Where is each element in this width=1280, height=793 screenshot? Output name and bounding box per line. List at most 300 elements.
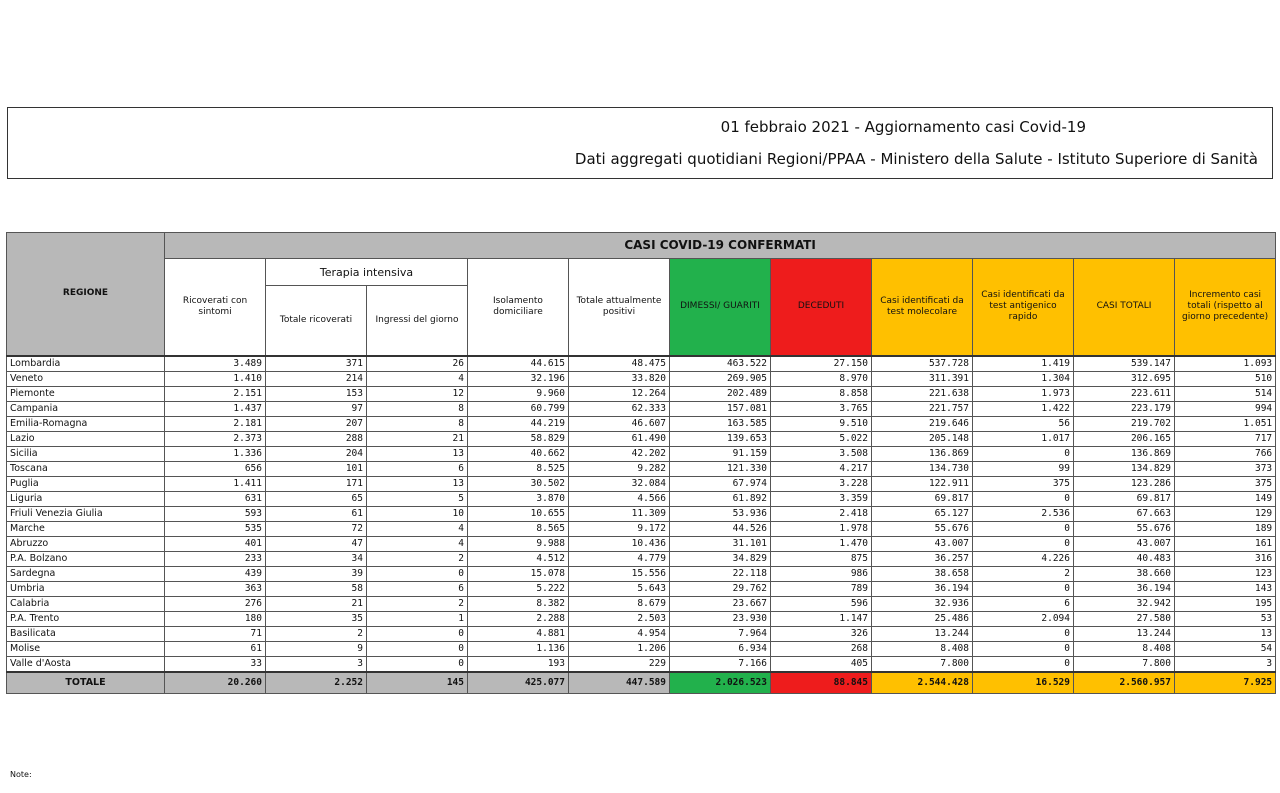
value-cell: 61 <box>266 506 367 521</box>
value-cell: 7.964 <box>670 626 771 641</box>
value-cell: 10 <box>367 506 468 521</box>
value-cell: 0 <box>973 581 1074 596</box>
col-deceduti: DECEDUTI <box>771 259 872 356</box>
value-cell: 214 <box>266 371 367 386</box>
region-name-cell: Puglia <box>7 476 165 491</box>
col-ricoverati: Ricoverati con sintomi <box>165 259 266 356</box>
table-row <box>7 521 1276 536</box>
value-cell: 373 <box>1175 461 1276 476</box>
value-cell: 32.084 <box>569 476 670 491</box>
value-cell: 6.934 <box>670 641 771 656</box>
col-antigenico: Casi identificati da test antigenico rapido <box>973 259 1074 356</box>
value-cell: 8.679 <box>569 596 670 611</box>
value-cell: 0 <box>973 491 1074 506</box>
value-cell: 60.799 <box>468 401 569 416</box>
value-cell: 32.196 <box>468 371 569 386</box>
value-cell: 202.489 <box>670 386 771 401</box>
table-row <box>7 581 1276 596</box>
total-value-cell: 2.252 <box>266 672 367 694</box>
value-cell: 371 <box>266 356 367 372</box>
value-cell: 535 <box>165 521 266 536</box>
value-cell: 10.655 <box>468 506 569 521</box>
value-cell: 8 <box>367 416 468 431</box>
value-cell: 9.172 <box>569 521 670 536</box>
value-cell: 36.194 <box>1074 581 1175 596</box>
value-cell: 3.508 <box>771 446 872 461</box>
value-cell: 157.081 <box>670 401 771 416</box>
value-cell: 2.418 <box>771 506 872 521</box>
value-cell: 0 <box>973 656 1074 672</box>
value-cell: 195 <box>1175 596 1276 611</box>
value-cell: 33 <box>165 656 266 672</box>
value-cell: 8.408 <box>872 641 973 656</box>
value-cell: 1.411 <box>165 476 266 491</box>
value-cell: 1.422 <box>973 401 1074 416</box>
value-cell: 1.017 <box>973 431 1074 446</box>
table-row <box>7 491 1276 506</box>
table-row <box>7 626 1276 641</box>
value-cell: 375 <box>973 476 1074 491</box>
value-cell: 4.566 <box>569 491 670 506</box>
value-cell: 29.762 <box>670 581 771 596</box>
value-cell: 0 <box>973 521 1074 536</box>
total-row <box>7 672 1276 694</box>
value-cell: 311.391 <box>872 371 973 386</box>
region-name-cell: Emilia-Romagna <box>7 416 165 431</box>
value-cell: 2.094 <box>973 611 1074 626</box>
value-cell: 122.911 <box>872 476 973 491</box>
table-row <box>7 566 1276 581</box>
value-cell: 656 <box>165 461 266 476</box>
report-subtitle: Dati aggregati quotidiani Regioni/PPAA - Ministero della Salute - Istituto Superiore di Sanità <box>574 150 1258 168</box>
value-cell: 12.264 <box>569 386 670 401</box>
value-cell: 44.219 <box>468 416 569 431</box>
value-cell: 223.179 <box>1074 401 1175 416</box>
value-cell: 3.870 <box>468 491 569 506</box>
table-row <box>7 416 1276 431</box>
value-cell: 8 <box>367 401 468 416</box>
group-terapia-intensiva: Terapia intensiva <box>266 259 468 286</box>
value-cell: 9.988 <box>468 536 569 551</box>
value-cell: 2.373 <box>165 431 266 446</box>
value-cell: 9.960 <box>468 386 569 401</box>
region-name-cell: Umbria <box>7 581 165 596</box>
value-cell: 9.282 <box>569 461 670 476</box>
value-cell: 40.483 <box>1074 551 1175 566</box>
value-cell: 0 <box>973 536 1074 551</box>
value-cell: 13 <box>367 476 468 491</box>
value-cell: 35 <box>266 611 367 626</box>
value-cell: 36.257 <box>872 551 973 566</box>
table-row <box>7 431 1276 446</box>
value-cell: 0 <box>367 641 468 656</box>
value-cell: 276 <box>165 596 266 611</box>
value-cell: 8.858 <box>771 386 872 401</box>
table-row <box>7 656 1276 672</box>
total-value-cell: 88.845 <box>771 672 872 694</box>
value-cell: 233 <box>165 551 266 566</box>
value-cell: 23.667 <box>670 596 771 611</box>
value-cell: 3.228 <box>771 476 872 491</box>
value-cell: 38.660 <box>1074 566 1175 581</box>
value-cell: 12 <box>367 386 468 401</box>
value-cell: 56 <box>973 416 1074 431</box>
value-cell: 149 <box>1175 491 1276 506</box>
value-cell: 223.611 <box>1074 386 1175 401</box>
col-dimessi: DIMESSI/ GUARITI <box>670 259 771 356</box>
value-cell: 1.093 <box>1175 356 1276 372</box>
covid-table-container <box>6 232 1276 694</box>
value-cell: 3 <box>266 656 367 672</box>
value-cell: 34.829 <box>670 551 771 566</box>
value-cell: 401 <box>165 536 266 551</box>
region-name-cell: Friuli Venezia Giulia <box>7 506 165 521</box>
value-cell: 55.676 <box>872 521 973 536</box>
value-cell: 1.206 <box>569 641 670 656</box>
value-cell: 2 <box>266 626 367 641</box>
value-cell: 2 <box>367 596 468 611</box>
value-cell: 2.536 <box>973 506 1074 521</box>
value-cell: 61 <box>165 641 266 656</box>
value-cell: 25.486 <box>872 611 973 626</box>
value-cell: 766 <box>1175 446 1276 461</box>
value-cell: 44.615 <box>468 356 569 372</box>
value-cell: 123.286 <box>1074 476 1175 491</box>
value-cell: 4.779 <box>569 551 670 566</box>
value-cell: 206.165 <box>1074 431 1175 446</box>
value-cell: 0 <box>367 566 468 581</box>
value-cell: 32.936 <box>872 596 973 611</box>
value-cell: 27.150 <box>771 356 872 372</box>
value-cell: 33.820 <box>569 371 670 386</box>
region-name-cell: Campania <box>7 401 165 416</box>
value-cell: 13 <box>367 446 468 461</box>
table-row <box>7 401 1276 416</box>
value-cell: 47 <box>266 536 367 551</box>
value-cell: 4.881 <box>468 626 569 641</box>
value-cell: 312.695 <box>1074 371 1175 386</box>
value-cell: 10.436 <box>569 536 670 551</box>
total-label-cell: TOTALE <box>7 672 165 694</box>
col-incremento: Incremento casi totali (rispetto al giorno precedente) <box>1175 259 1276 356</box>
value-cell: 36.194 <box>872 581 973 596</box>
value-cell: 39 <box>266 566 367 581</box>
value-cell: 326 <box>771 626 872 641</box>
total-value-cell: 447.589 <box>569 672 670 694</box>
value-cell: 53.936 <box>670 506 771 521</box>
total-value-cell: 145 <box>367 672 468 694</box>
super-header: CASI COVID-19 CONFERMATI <box>165 233 1276 259</box>
table-row <box>7 536 1276 551</box>
value-cell: 2.181 <box>165 416 266 431</box>
value-cell: 13.244 <box>872 626 973 641</box>
value-cell: 65.127 <box>872 506 973 521</box>
value-cell: 163.585 <box>670 416 771 431</box>
table-row <box>7 506 1276 521</box>
value-cell: 0 <box>367 626 468 641</box>
table-row <box>7 476 1276 491</box>
value-cell: 193 <box>468 656 569 672</box>
value-cell: 3 <box>1175 656 1276 672</box>
value-cell: 4.512 <box>468 551 569 566</box>
value-cell: 1.973 <box>973 386 1074 401</box>
value-cell: 11.309 <box>569 506 670 521</box>
value-cell: 8.970 <box>771 371 872 386</box>
value-cell: 1 <box>367 611 468 626</box>
value-cell: 8.565 <box>468 521 569 536</box>
value-cell: 97 <box>266 401 367 416</box>
covid-cases-table <box>6 232 1276 694</box>
total-value-cell: 2.560.957 <box>1074 672 1175 694</box>
value-cell: 994 <box>1175 401 1276 416</box>
value-cell: 510 <box>1175 371 1276 386</box>
value-cell: 4.954 <box>569 626 670 641</box>
value-cell: 72 <box>266 521 367 536</box>
report-header <box>7 107 1273 179</box>
value-cell: 207 <box>266 416 367 431</box>
region-name-cell: Marche <box>7 521 165 536</box>
value-cell: 1.978 <box>771 521 872 536</box>
value-cell: 13.244 <box>1074 626 1175 641</box>
value-cell: 62.333 <box>569 401 670 416</box>
value-cell: 2 <box>367 551 468 566</box>
table-row <box>7 371 1276 386</box>
value-cell: 123 <box>1175 566 1276 581</box>
region-name-cell: Abruzzo <box>7 536 165 551</box>
col-isolamento: Isolamento domiciliare <box>468 259 569 356</box>
value-cell: 1.147 <box>771 611 872 626</box>
value-cell: 3.489 <box>165 356 266 372</box>
value-cell: 405 <box>771 656 872 672</box>
value-cell: 43.007 <box>1074 536 1175 551</box>
value-cell: 205.148 <box>872 431 973 446</box>
value-cell: 4.217 <box>771 461 872 476</box>
value-cell: 143 <box>1175 581 1276 596</box>
value-cell: 316 <box>1175 551 1276 566</box>
value-cell: 58.829 <box>468 431 569 446</box>
value-cell: 229 <box>569 656 670 672</box>
value-cell: 32.942 <box>1074 596 1175 611</box>
value-cell: 439 <box>165 566 266 581</box>
value-cell: 139.653 <box>670 431 771 446</box>
value-cell: 537.728 <box>872 356 973 372</box>
table-row <box>7 596 1276 611</box>
value-cell: 6 <box>367 461 468 476</box>
value-cell: 717 <box>1175 431 1276 446</box>
value-cell: 44.526 <box>670 521 771 536</box>
region-name-cell: P.A. Bolzano <box>7 551 165 566</box>
value-cell: 40.662 <box>468 446 569 461</box>
value-cell: 5.222 <box>468 581 569 596</box>
value-cell: 986 <box>771 566 872 581</box>
value-cell: 5.643 <box>569 581 670 596</box>
value-cell: 58 <box>266 581 367 596</box>
total-value-cell: 425.077 <box>468 672 569 694</box>
value-cell: 4 <box>367 371 468 386</box>
value-cell: 0 <box>973 626 1074 641</box>
value-cell: 789 <box>771 581 872 596</box>
value-cell: 2 <box>973 566 1074 581</box>
region-name-cell: Calabria <box>7 596 165 611</box>
region-name-cell: Molise <box>7 641 165 656</box>
table-row <box>7 446 1276 461</box>
value-cell: 54 <box>1175 641 1276 656</box>
value-cell: 5 <box>367 491 468 506</box>
note-label: Note: <box>10 770 32 779</box>
value-cell: 204 <box>266 446 367 461</box>
value-cell: 69.817 <box>1074 491 1175 506</box>
value-cell: 99 <box>973 461 1074 476</box>
value-cell: 161 <box>1175 536 1276 551</box>
value-cell: 61.892 <box>670 491 771 506</box>
value-cell: 48.475 <box>569 356 670 372</box>
value-cell: 8.382 <box>468 596 569 611</box>
value-cell: 1.470 <box>771 536 872 551</box>
value-cell: 1.051 <box>1175 416 1276 431</box>
value-cell: 134.829 <box>1074 461 1175 476</box>
table-row <box>7 551 1276 566</box>
value-cell: 121.330 <box>670 461 771 476</box>
value-cell: 0 <box>973 641 1074 656</box>
value-cell: 463.522 <box>670 356 771 372</box>
value-cell: 67.974 <box>670 476 771 491</box>
region-name-cell: Sicilia <box>7 446 165 461</box>
value-cell: 21 <box>266 596 367 611</box>
value-cell: 1.410 <box>165 371 266 386</box>
total-value-cell: 20.260 <box>165 672 266 694</box>
value-cell: 7.166 <box>670 656 771 672</box>
value-cell: 221.638 <box>872 386 973 401</box>
value-cell: 67.663 <box>1074 506 1175 521</box>
value-cell: 268 <box>771 641 872 656</box>
value-cell: 9.510 <box>771 416 872 431</box>
value-cell: 134.730 <box>872 461 973 476</box>
region-name-cell: Piemonte <box>7 386 165 401</box>
value-cell: 4 <box>367 521 468 536</box>
value-cell: 61.490 <box>569 431 670 446</box>
value-cell: 1.419 <box>973 356 1074 372</box>
region-name-cell: Lombardia <box>7 356 165 372</box>
table-row <box>7 461 1276 476</box>
value-cell: 269.905 <box>670 371 771 386</box>
value-cell: 53 <box>1175 611 1276 626</box>
table-row <box>7 641 1276 656</box>
col-casi-totali: CASI TOTALI <box>1074 259 1175 356</box>
value-cell: 363 <box>165 581 266 596</box>
value-cell: 55.676 <box>1074 521 1175 536</box>
value-cell: 539.147 <box>1074 356 1175 372</box>
value-cell: 42.202 <box>569 446 670 461</box>
region-name-cell: Lazio <box>7 431 165 446</box>
value-cell: 593 <box>165 506 266 521</box>
value-cell: 875 <box>771 551 872 566</box>
value-cell: 2.503 <box>569 611 670 626</box>
report-title: 01 febbraio 2021 - Aggiornamento casi Covid-19 <box>720 118 1086 136</box>
total-value-cell: 2.544.428 <box>872 672 973 694</box>
value-cell: 219.646 <box>872 416 973 431</box>
value-cell: 101 <box>266 461 367 476</box>
value-cell: 9 <box>266 641 367 656</box>
value-cell: 6 <box>367 581 468 596</box>
region-header: REGIONE <box>7 233 165 356</box>
value-cell: 5.022 <box>771 431 872 446</box>
value-cell: 1.336 <box>165 446 266 461</box>
value-cell: 8.525 <box>468 461 569 476</box>
value-cell: 0 <box>367 656 468 672</box>
total-value-cell: 7.925 <box>1175 672 1276 694</box>
value-cell: 2.151 <box>165 386 266 401</box>
table-row <box>7 386 1276 401</box>
total-value-cell: 2.026.523 <box>670 672 771 694</box>
total-value-cell: 16.529 <box>973 672 1074 694</box>
value-cell: 171 <box>266 476 367 491</box>
region-name-cell: Valle d'Aosta <box>7 656 165 672</box>
value-cell: 8.408 <box>1074 641 1175 656</box>
value-cell: 3.359 <box>771 491 872 506</box>
value-cell: 34 <box>266 551 367 566</box>
value-cell: 3.765 <box>771 401 872 416</box>
value-cell: 1.304 <box>973 371 1074 386</box>
value-cell: 631 <box>165 491 266 506</box>
region-name-cell: P.A. Trento <box>7 611 165 626</box>
value-cell: 69.817 <box>872 491 973 506</box>
value-cell: 0 <box>973 446 1074 461</box>
value-cell: 1.437 <box>165 401 266 416</box>
table-body <box>7 356 1276 694</box>
value-cell: 15.556 <box>569 566 670 581</box>
value-cell: 189 <box>1175 521 1276 536</box>
value-cell: 65 <box>266 491 367 506</box>
value-cell: 23.930 <box>670 611 771 626</box>
value-cell: 91.159 <box>670 446 771 461</box>
col-totale-positivi: Totale attualmente positivi <box>569 259 670 356</box>
value-cell: 26 <box>367 356 468 372</box>
value-cell: 219.702 <box>1074 416 1175 431</box>
value-cell: 288 <box>266 431 367 446</box>
value-cell: 1.136 <box>468 641 569 656</box>
table-head <box>7 233 1276 356</box>
value-cell: 38.658 <box>872 566 973 581</box>
value-cell: 153 <box>266 386 367 401</box>
value-cell: 514 <box>1175 386 1276 401</box>
value-cell: 71 <box>165 626 266 641</box>
value-cell: 375 <box>1175 476 1276 491</box>
region-name-cell: Liguria <box>7 491 165 506</box>
value-cell: 13 <box>1175 626 1276 641</box>
value-cell: 4 <box>367 536 468 551</box>
col-molecolare: Casi identificati da test molecolare <box>872 259 973 356</box>
table-row <box>7 356 1276 372</box>
value-cell: 4.226 <box>973 551 1074 566</box>
region-name-cell: Basilicata <box>7 626 165 641</box>
value-cell: 46.607 <box>569 416 670 431</box>
value-cell: 6 <box>973 596 1074 611</box>
value-cell: 22.118 <box>670 566 771 581</box>
value-cell: 596 <box>771 596 872 611</box>
region-name-cell: Sardegna <box>7 566 165 581</box>
value-cell: 7.800 <box>872 656 973 672</box>
value-cell: 221.757 <box>872 401 973 416</box>
value-cell: 2.288 <box>468 611 569 626</box>
value-cell: 27.580 <box>1074 611 1175 626</box>
value-cell: 21 <box>367 431 468 446</box>
value-cell: 31.101 <box>670 536 771 551</box>
value-cell: 43.007 <box>872 536 973 551</box>
table-row <box>7 611 1276 626</box>
col-ti-totale: Totale ricoverati <box>266 286 367 356</box>
value-cell: 15.078 <box>468 566 569 581</box>
region-name-cell: Veneto <box>7 371 165 386</box>
